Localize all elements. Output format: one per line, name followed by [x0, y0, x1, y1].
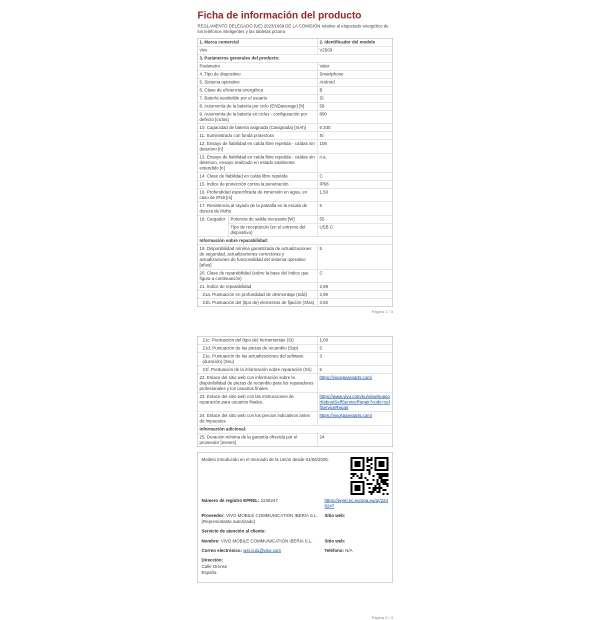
- customer-service-header: Servicio de atención al cliente:: [201, 528, 266, 534]
- row-value: B: [319, 87, 323, 93]
- table-section-row: [198, 425, 393, 433]
- supplier-info: [202, 513, 325, 524]
- table-row: [198, 412, 393, 425]
- table-row: [198, 374, 393, 393]
- address-line: España: [201, 570, 217, 576]
- row-value: 108: [319, 141, 327, 147]
- row-value: Sí: [319, 95, 324, 101]
- row-label: 21d. Puntuación de las piezas de recambio (Ssp): [198, 344, 318, 351]
- row-label: 15. Índice de protección contra la penetración: [198, 181, 318, 188]
- table-row: [198, 87, 393, 95]
- row-value: 5: [319, 366, 322, 372]
- table-row: [198, 39, 393, 47]
- address-line: Calle Orense: [201, 563, 228, 569]
- website-link[interactable]: https://www.vivo.com/eu/view/support/aboutSelfServiceRepair?code=selfServiceRepair: [319, 393, 390, 410]
- row-label: 20. Clase de reparabilidad (sobre la base del índice que figura a continuación): [198, 269, 318, 282]
- row-value: USB C: [319, 224, 333, 230]
- row-label: 24. Enlace del sitio web con los precios indicativos antes de impuestos: [198, 412, 318, 425]
- row-value: IP68: [319, 181, 329, 187]
- table-row: [198, 433, 393, 446]
- address-block: [202, 558, 389, 576]
- row-label: 21a. Puntuación en profundidad de desmontaje (Sdd): [198, 291, 318, 298]
- name-value: VIVO MOBILE COMMUNICATION IBERIA S.L.: [220, 538, 313, 544]
- row-label: 12. Ensayo de fiabilidad en caída libre repetida - caídas sin deterioro [n]: [198, 140, 318, 153]
- table-row: [198, 215, 393, 236]
- table-row: [198, 71, 393, 79]
- model-header: 2. Identificador del modelo: [319, 39, 376, 45]
- row-value: n.a.: [319, 154, 327, 160]
- table-row: [198, 95, 393, 103]
- row-label: 22. Enlace del sitio web con información sobre la disponibilidad de piezas de recambio para los reparadores profesionales y los usuarios finales.: [198, 374, 318, 392]
- repairability-table: [197, 336, 393, 447]
- service-email: [202, 548, 325, 554]
- row-label: 13. Ensayo de fiabilidad en caída libre repetida - caídas sin deterioro, ensayo realizado en estado totalmente extendido [n]: [198, 154, 318, 172]
- table-row: [198, 299, 393, 306]
- table-row: [198, 202, 393, 215]
- row-label: 17. Resistencia al rayado de la pantalla en la escala de dureza de Mohs: [198, 202, 318, 215]
- supplier-label: Proveedor:: [201, 513, 225, 519]
- table-row: [198, 366, 393, 374]
- regulation-subtitle: REGLAMENTO DELEGADO (UE) 2023/1669 DE LA COMISIÓN relativo al etiquetado energético de los teléfonos inteligentes y las tabletas pizarra: [197, 23, 389, 35]
- brand-header: 1. Marca comercial: [198, 39, 318, 46]
- table-row: [198, 393, 393, 412]
- table-row: [198, 283, 393, 291]
- service-name: [202, 538, 325, 544]
- row-value: 800: [319, 111, 327, 117]
- row-label: 9. Autonomía de la batería en ciclos - configuración por defecto [ciclos]: [198, 111, 318, 124]
- row-label: 4. Tipo de dispositivo: [198, 71, 318, 78]
- row-label: 23. Enlace del sitio web con las instrucciones de reparación para usuarios finales.: [198, 393, 318, 411]
- section-label: Información sobre reparabilidad:: [199, 237, 269, 243]
- market-introduction-note: Modelo introducido en el mercado de la Unión desde 01/06/2025.: [201, 456, 329, 462]
- table-row: [198, 154, 393, 173]
- row-value: C: [319, 173, 323, 179]
- eprel-label: Número de registro EPREL:: [201, 497, 260, 503]
- supplier-name: VIVO MOBILE COMMUNICATION IBERIA S.L. (Representante autorizado): [201, 513, 318, 524]
- website-label: Sitio web:: [324, 513, 346, 519]
- row-value: 2,90: [319, 291, 329, 297]
- qr-code: [351, 457, 389, 495]
- address-label: Dirección:: [201, 557, 224, 563]
- phone-value: N/A: [345, 548, 353, 554]
- website-link[interactable]: https://vivospareparts.com/: [319, 412, 373, 418]
- row-label: 7. Batería sustituible por el usuario: [198, 95, 318, 102]
- row-value: 58: [319, 103, 325, 109]
- table-row: [198, 245, 393, 269]
- eprel-registration: [202, 498, 325, 509]
- service-name-row: [202, 538, 389, 544]
- email-label: Correo electrónico:: [201, 548, 243, 554]
- table-row: [198, 124, 393, 132]
- table-section-row: [198, 237, 393, 245]
- table-row: [198, 79, 393, 87]
- table-row: [198, 291, 393, 299]
- row-value: 5: [319, 345, 322, 351]
- row-value: 1,50: [319, 189, 329, 195]
- row-label: 8. Autonomía de la batería por ciclo (ENDaverage) [h]: [198, 103, 318, 110]
- row-value: 24: [319, 434, 325, 440]
- row-value: 1,00: [319, 337, 329, 343]
- charger-subrow: [229, 223, 393, 236]
- page-title: Ficha de información del producto: [197, 10, 362, 21]
- row-label: 19. Disponibilidad mínima garantizada de actualizaciones de seguridad, actualizaciones correctoras y actualizaciones de funcionalidad del sistema operativo [años]: [198, 245, 318, 269]
- table-section-row: [198, 55, 393, 63]
- website-link[interactable]: https://vivospareparts.com/: [319, 374, 373, 380]
- row-value: Sí: [319, 133, 324, 139]
- eprel-number: 2248247: [260, 497, 278, 503]
- row-value: 3,50: [319, 299, 329, 305]
- table-row: [198, 181, 393, 189]
- additional-info-box: [197, 452, 393, 583]
- row-label: 16. Profundidad especificada de inmersión en agua, en caso de IPx8 [m]: [198, 189, 318, 202]
- row-label: 21. Índice de reparabilidad: [198, 283, 318, 290]
- row-label: 21f. Puntuación de la información sobre reparación (Sri): [198, 366, 318, 373]
- charger-subrow: [229, 215, 393, 223]
- model-value: V2503: [319, 47, 333, 53]
- email-link[interactable]: wei.cui1@vivo.com: [243, 548, 282, 554]
- row-value: Valor: [319, 63, 330, 69]
- section-label: Información adicional:: [199, 426, 247, 432]
- table-row: [198, 103, 393, 111]
- row-label: 21b. Puntuación del (tipo de) elementos de fijación (Sfas): [198, 299, 318, 306]
- section-label: 3. Parámetros generales del producto:: [199, 55, 280, 61]
- row-value: 55: [319, 216, 325, 222]
- row-label: 21c. Puntuación del (tipo de) herramientas (St): [198, 336, 318, 343]
- eprel-row: [202, 498, 389, 509]
- row-value: 5: [319, 245, 322, 251]
- row-value: 2,99: [319, 283, 329, 289]
- row-label: 14. Clase de fiabilidad en caída libre repetida: [198, 173, 318, 180]
- table-row: [198, 344, 393, 352]
- table-row: [198, 47, 393, 55]
- general-parameters-table: [197, 38, 393, 307]
- row-label: 11. Suministrado con funda protectora: [198, 132, 318, 139]
- table-row: [198, 140, 393, 153]
- row-label: 6. Clase de eficiencia energética: [198, 87, 318, 94]
- phone-label: Teléfono:: [324, 548, 344, 554]
- table-row: [198, 132, 393, 140]
- table-row: [198, 63, 393, 71]
- row-label: Parámetro: [198, 63, 318, 70]
- row-label: Potencia de salida necesaria [W]: [229, 215, 318, 222]
- table-row: [198, 352, 393, 365]
- supplier-row: [202, 513, 389, 524]
- table-row: [198, 111, 393, 124]
- table-row: [198, 189, 393, 202]
- row-label: 5. Sistema operativo: [198, 79, 318, 86]
- row-value: C: [319, 270, 323, 276]
- table-row: [198, 336, 393, 344]
- row-value: 6 340: [319, 125, 331, 131]
- row-value: 3: [319, 353, 322, 359]
- row-label: 18. Cargador: [198, 215, 229, 236]
- eprel-link[interactable]: https://eprel.ec.europa.eu/qr/2248247: [324, 497, 389, 509]
- row-value: Smartphone: [319, 71, 344, 77]
- table-row: [198, 173, 393, 181]
- row-value: 5: [319, 203, 322, 208]
- service-email-row: [202, 548, 389, 554]
- row-label: 25. Duración mínima de la garantía ofrecida por el proveedor [meses]: [198, 433, 318, 446]
- row-label: 10. Capacidad de batería asignada (Casignada) [mAh]: [198, 124, 318, 131]
- brand-value: vivo: [198, 47, 318, 54]
- row-label: Tipo de receptáculo (en el extremo del dispositivo): [229, 223, 318, 236]
- name-label: Nombre:: [201, 538, 220, 544]
- page-marker: Página 1 / 3: [371, 309, 393, 314]
- table-row: [198, 269, 393, 282]
- row-value: Android: [319, 79, 335, 85]
- website-label-2: Sitio web:: [324, 538, 346, 544]
- row-label: 21e. Puntuación de las actualizaciones del software (duración) (Ssu): [198, 352, 318, 365]
- product-fiche-page: [197, 10, 393, 620]
- page-marker: Página 2 / 3: [371, 615, 393, 620]
